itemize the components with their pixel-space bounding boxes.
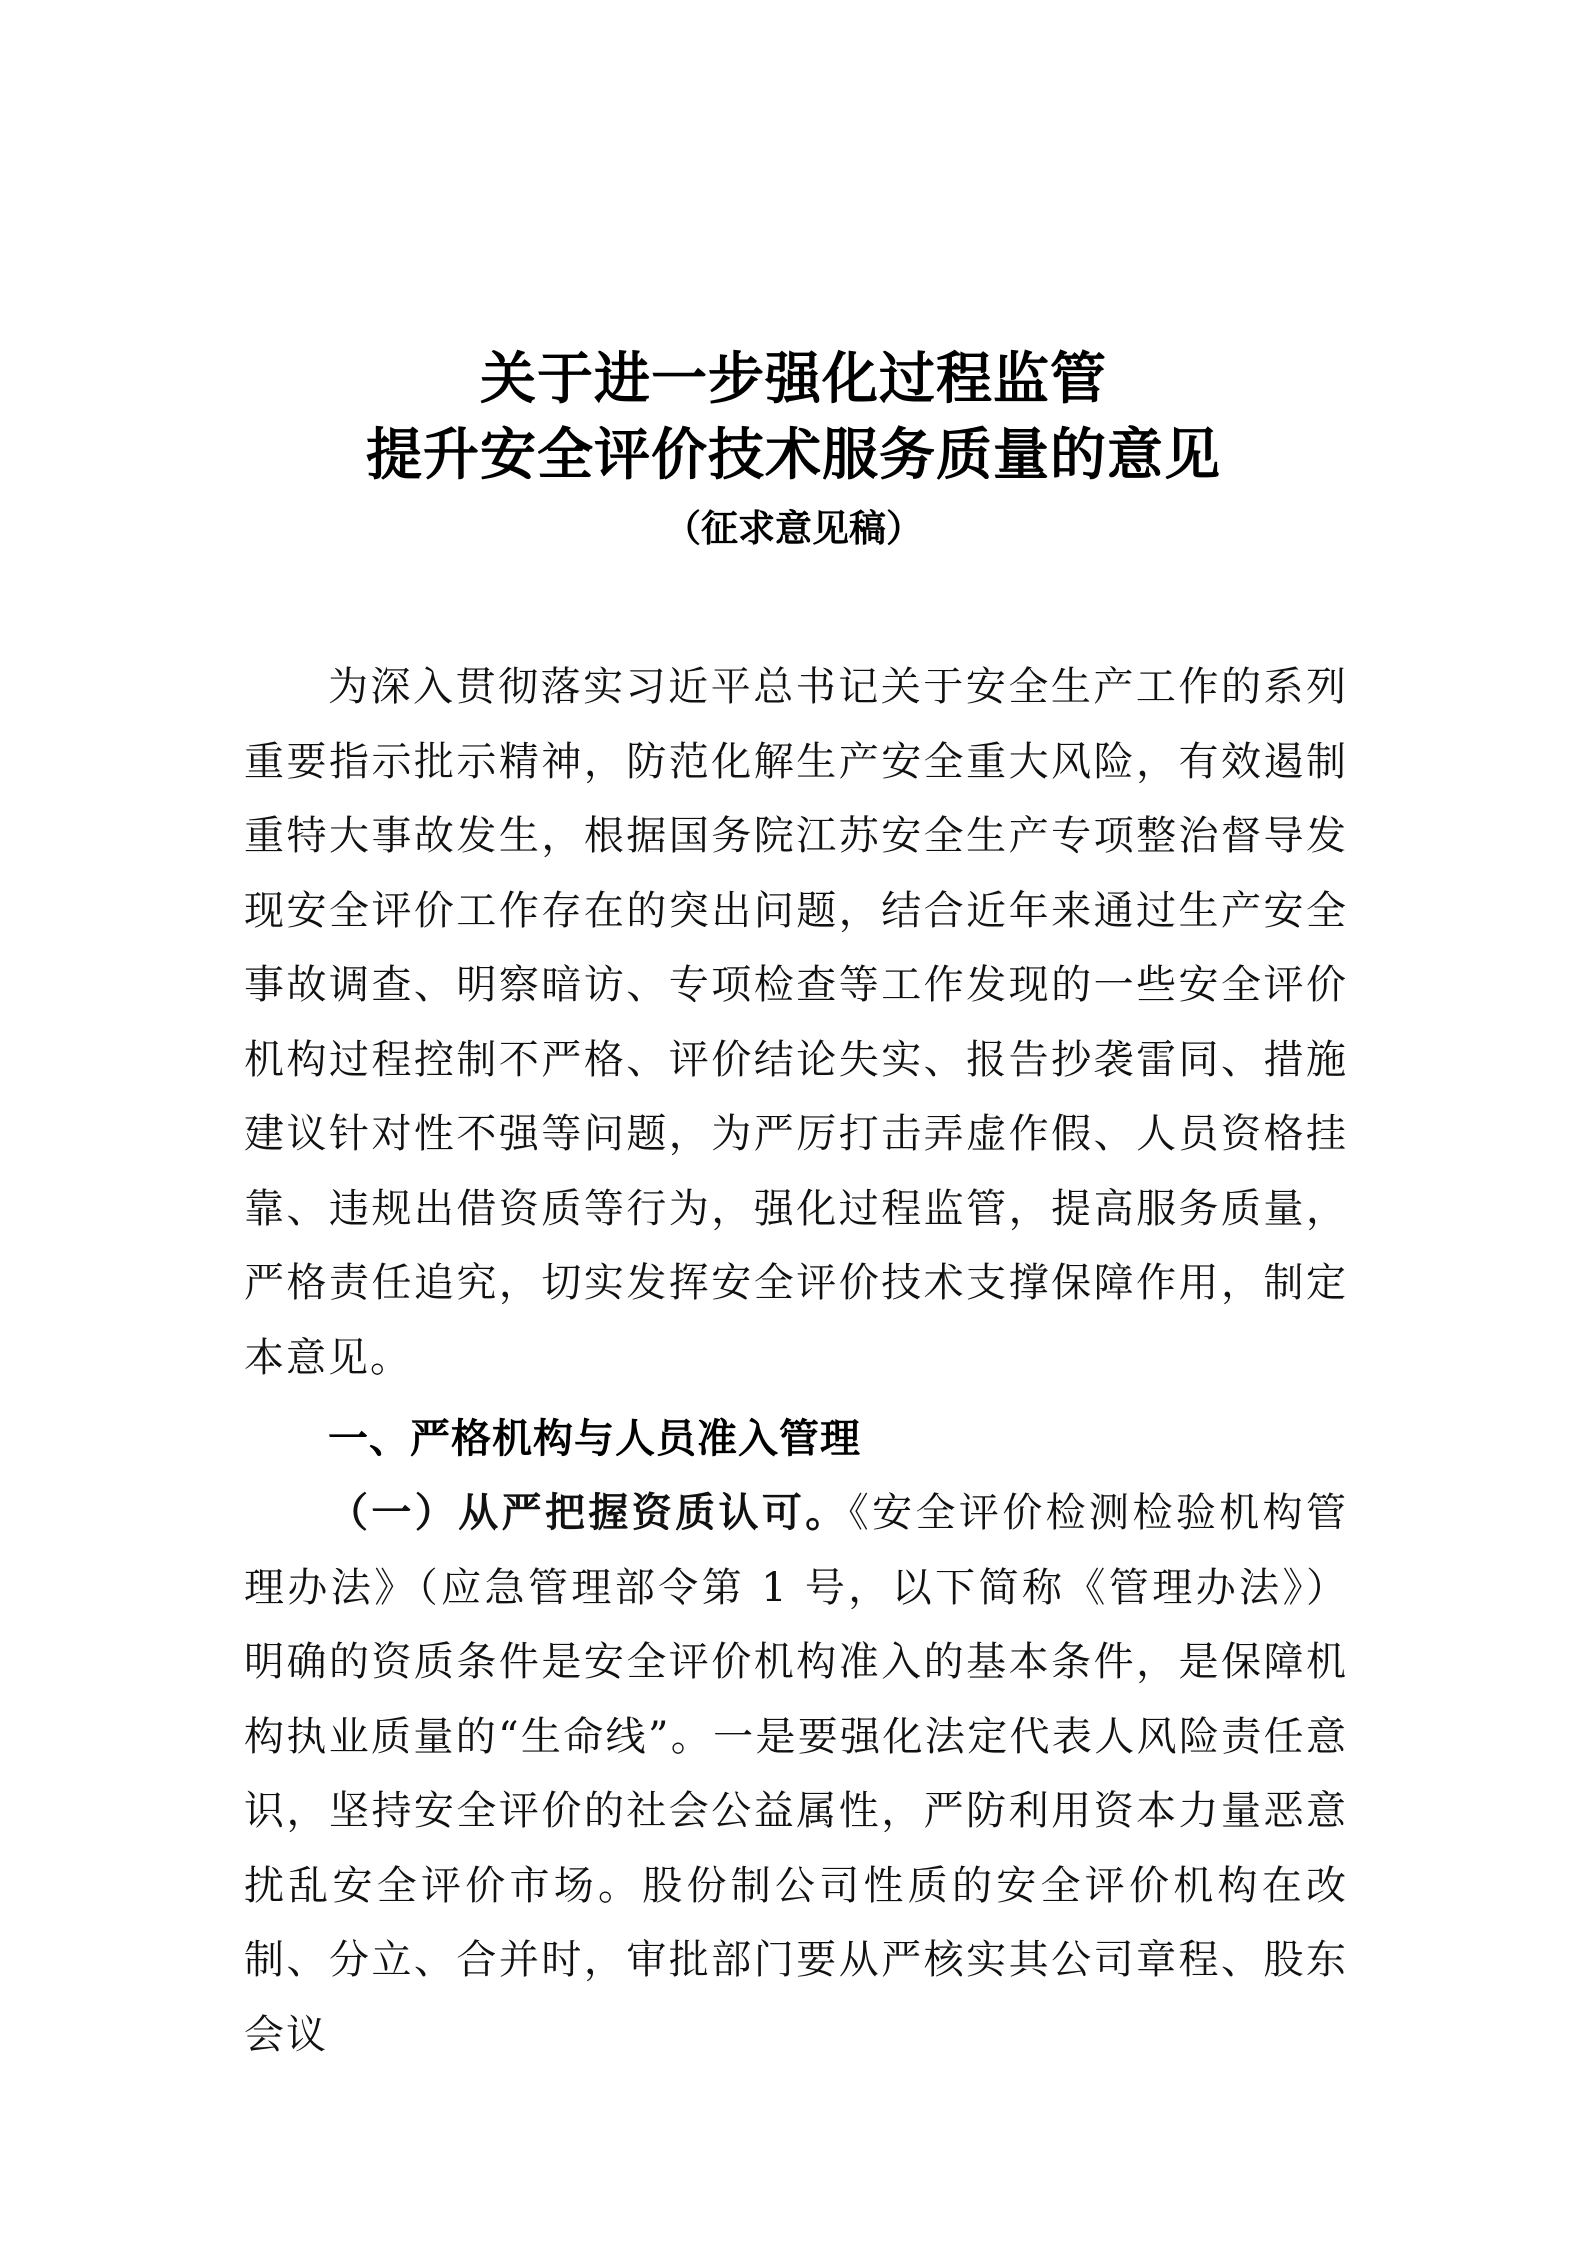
document-subtitle: （征求意见稿）	[664, 506, 923, 550]
document-title-line-2: 提升安全评价技术服务质量的意见	[366, 423, 1221, 488]
section-heading-1: 一、严格机构与人员准入管理	[328, 1416, 861, 1462]
section-1-item-1-paragraph	[244, 1476, 1348, 2072]
section-1-item-1-lead: （一）从严把握资质认可。	[328, 1489, 849, 1536]
intro-paragraph: 为深入贯彻落实习近平总书记关于安全生产工作的系列重要指示批示精神，防范化解生产安全重大风险，有效遏制重特大事故发生，根据国务院江苏安全生产专项整治督导发现安全评价工作存在的突出问题，结合近年来通过生产安全事故调查、明察暗访、专项检查等工作发现的一些安全评价机构过程控制不严格、评价结论失实、报告抄袭雷同、措施建议针对性不强等问题，为严厉打击弄虚作假、人员资格挂靠、违规出借资质等行为，强化过程监管，提高服务质量，严格责任追究，切实发挥安全评价技术支撑保障作用，制定本意见。	[244, 664, 1348, 1381]
document-title-line-1: 关于进一步强化过程监管	[480, 347, 1107, 412]
section-1-item-1-text: 《安全评价检测检验机构管理办法》（应急管理部令第 1 号，以下简称《管理办法》）明确的资质条件是安全评价机构准入的基本条件，是保障机构执业质量的“生命线”。一是要强化法定代表人风险责任意识，坚持安全评价的社会公益属性，严防利用资本力量恶意扰乱安全评价市场。股份制公司性质的安全评价机构在改制、分立、合并时，审批部门要从严核实其公司章程、股东会议	[244, 1490, 1349, 2058]
